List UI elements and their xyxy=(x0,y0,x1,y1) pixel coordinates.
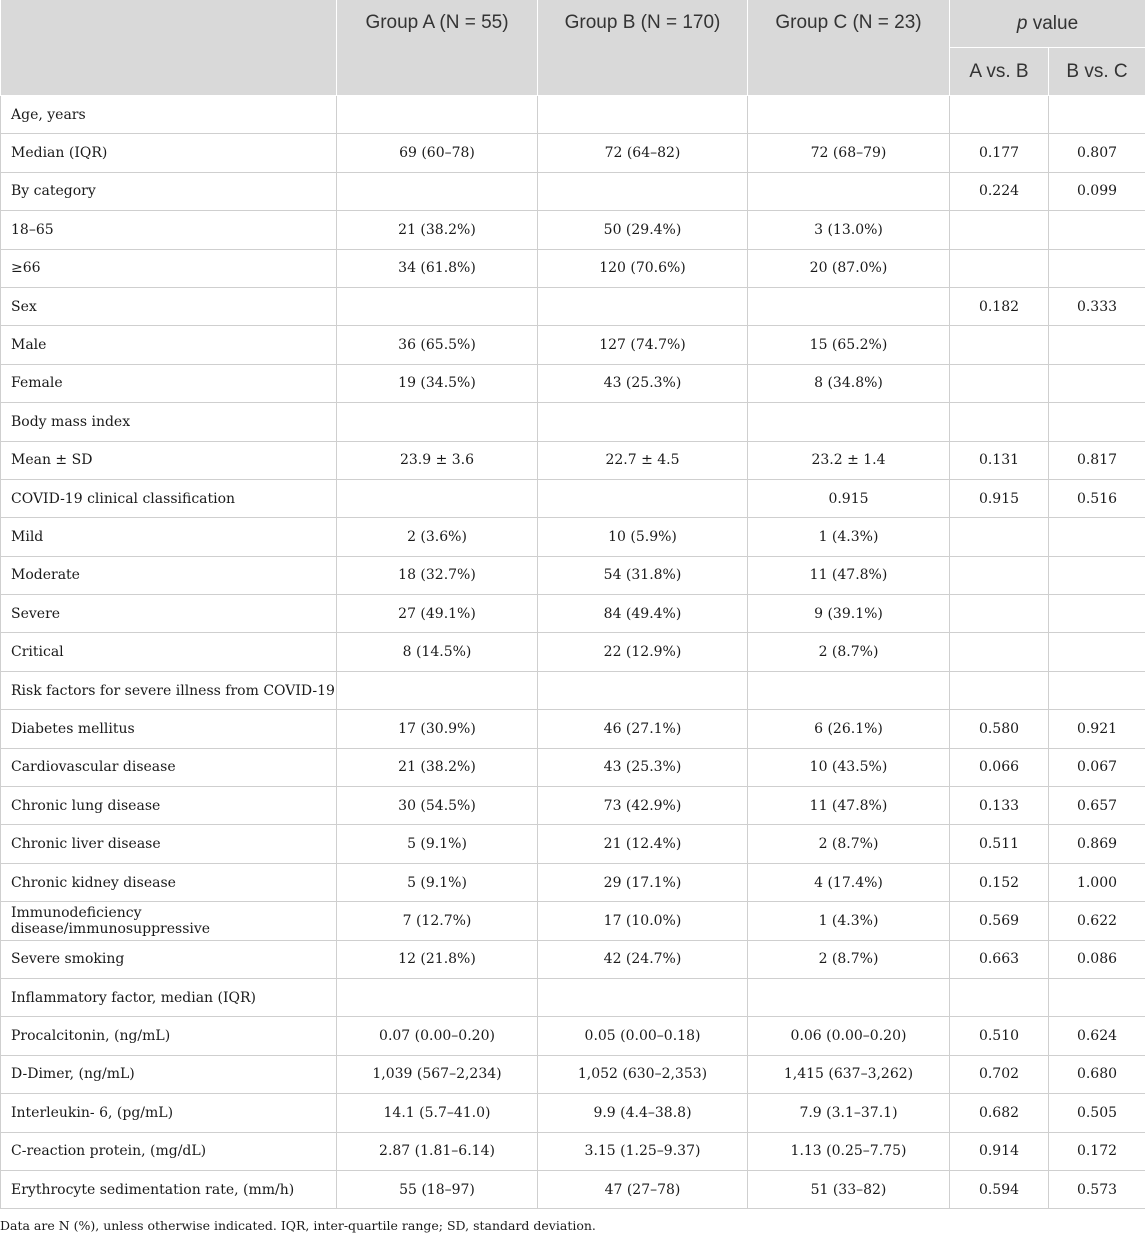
table-cell: 69 (60–78) xyxy=(337,134,538,172)
table-cell: 0.511 xyxy=(950,825,1049,863)
table-cell: 0.067 xyxy=(1049,748,1145,786)
table-cell xyxy=(1049,633,1145,671)
table-cell: 84 (49.4%) xyxy=(538,595,748,633)
table-cell: 10 (5.9%) xyxy=(538,518,748,556)
table-cell: 15 (65.2%) xyxy=(748,326,950,364)
table-cell xyxy=(538,403,748,441)
table-row xyxy=(1,940,1145,978)
table-cell: 0.152 xyxy=(950,863,1049,901)
table-cell: 0.182 xyxy=(950,287,1049,325)
row-label: Severe smoking xyxy=(1,940,337,978)
table-cell: 0.921 xyxy=(1049,710,1145,748)
table-cell xyxy=(337,96,538,134)
table-cell: 0.580 xyxy=(950,710,1049,748)
table-cell: 2.87 (1.81–6.14) xyxy=(337,1132,538,1170)
table-cell: 0.086 xyxy=(1049,940,1145,978)
table-cell: 0.05 (0.00–0.18) xyxy=(538,1017,748,1055)
table-row xyxy=(1,633,1145,671)
row-label: Chronic liver disease xyxy=(1,825,337,863)
table-cell: 46 (27.1%) xyxy=(538,710,748,748)
row-label: Critical xyxy=(1,633,337,671)
table-cell: 0.817 xyxy=(1049,441,1145,479)
table-cell xyxy=(748,403,950,441)
header-p-rest: value xyxy=(1027,12,1079,34)
table-cell: 1,415 (637–3,262) xyxy=(748,1055,950,1093)
table-cell: 0.177 xyxy=(950,134,1049,172)
table-cell: 34 (61.8%) xyxy=(337,249,538,287)
table-cell: 29 (17.1%) xyxy=(538,863,748,901)
table-cell xyxy=(337,978,538,1016)
table-cell: 0.224 xyxy=(950,172,1049,210)
table-row xyxy=(1,518,1145,556)
row-label: Interleukin- 6, (pg/mL) xyxy=(1,1094,337,1132)
table-cell: 17 (30.9%) xyxy=(337,710,538,748)
table-cell xyxy=(538,479,748,517)
table-cell xyxy=(950,211,1049,249)
table-cell xyxy=(950,978,1049,1016)
table-cell xyxy=(748,978,950,1016)
table-cell: 11 (47.8%) xyxy=(748,556,950,594)
table-cell xyxy=(538,172,748,210)
table-cell: 42 (24.7%) xyxy=(538,940,748,978)
table-row xyxy=(1,978,1145,1016)
table-cell: 1.13 (0.25–7.75) xyxy=(748,1132,950,1170)
row-label: Severe xyxy=(1,595,337,633)
table-row xyxy=(1,134,1145,172)
table-cell xyxy=(1049,556,1145,594)
table-cell xyxy=(337,287,538,325)
row-label: Procalcitonin, (ng/mL) xyxy=(1,1017,337,1055)
row-label: Median (IQR) xyxy=(1,134,337,172)
table-cell: 0.663 xyxy=(950,940,1049,978)
table-cell: 50 (29.4%) xyxy=(538,211,748,249)
table-cell: 6 (26.1%) xyxy=(748,710,950,748)
row-label: COVID-19 clinical classification xyxy=(1,479,337,517)
row-label: ≥66 xyxy=(1,249,337,287)
row-label: Mild xyxy=(1,518,337,556)
table-cell xyxy=(950,96,1049,134)
table-cell xyxy=(337,479,538,517)
table-row xyxy=(1,403,1145,441)
table-cell xyxy=(1049,518,1145,556)
table-cell: 51 (33–82) xyxy=(748,1170,950,1208)
table-cell xyxy=(1049,403,1145,441)
table-header xyxy=(1,0,1145,96)
row-label: Diabetes mellitus xyxy=(1,710,337,748)
table-cell: 1.000 xyxy=(1049,863,1145,901)
row-label: D-Dimer, (ng/mL) xyxy=(1,1055,337,1093)
row-label: Erythrocyte sedimentation rate, (mm/h) xyxy=(1,1170,337,1208)
table-cell: 0.510 xyxy=(950,1017,1049,1055)
table-cell: 54 (31.8%) xyxy=(538,556,748,594)
table-cell: 1 (4.3%) xyxy=(748,518,950,556)
table-cell xyxy=(950,595,1049,633)
table-cell: 1,052 (630–2,353) xyxy=(538,1055,748,1093)
table-row xyxy=(1,172,1145,210)
table-cell xyxy=(748,96,950,134)
table-cell xyxy=(538,671,748,709)
row-label: Moderate xyxy=(1,556,337,594)
table-cell: 10 (43.5%) xyxy=(748,748,950,786)
table-cell: 72 (68–79) xyxy=(748,134,950,172)
table-cell xyxy=(538,287,748,325)
table-cell: 0.06 (0.00–0.20) xyxy=(748,1017,950,1055)
table-cell: 47 (27–78) xyxy=(538,1170,748,1208)
table-cell: 23.9 ± 3.6 xyxy=(337,441,538,479)
table-cell xyxy=(1049,96,1145,134)
table-cell xyxy=(1049,671,1145,709)
table-cell xyxy=(1049,211,1145,249)
header-b-vs-c: B vs. C xyxy=(1049,48,1145,96)
table-cell: 5 (9.1%) xyxy=(337,825,538,863)
table-row xyxy=(1,479,1145,517)
table-cell: 55 (18–97) xyxy=(337,1170,538,1208)
header-group-b: Group B (N = 170) xyxy=(538,0,748,96)
row-label: By category xyxy=(1,172,337,210)
header-group-c: Group C (N = 23) xyxy=(748,0,950,96)
table-cell xyxy=(950,403,1049,441)
row-label: Mean ± SD xyxy=(1,441,337,479)
table-cell: 4 (17.4%) xyxy=(748,863,950,901)
table-cell: 8 (14.5%) xyxy=(337,633,538,671)
table-cell: 0.807 xyxy=(1049,134,1145,172)
table-cell: 0.07 (0.00–0.20) xyxy=(337,1017,538,1055)
table-cell: 3.15 (1.25–9.37) xyxy=(538,1132,748,1170)
table-cell: 2 (3.6%) xyxy=(337,518,538,556)
row-label: Inflammatory factor, median (IQR) xyxy=(1,978,337,1016)
table-row xyxy=(1,902,1145,940)
table-cell: 0.333 xyxy=(1049,287,1145,325)
table-cell: 0.657 xyxy=(1049,787,1145,825)
table-cell: 3 (13.0%) xyxy=(748,211,950,249)
table-cell: 2 (8.7%) xyxy=(748,633,950,671)
table-cell: 14.1 (5.7–41.0) xyxy=(337,1094,538,1132)
table-cell xyxy=(1049,978,1145,1016)
table-cell: 7 (12.7%) xyxy=(337,902,538,940)
table-cell xyxy=(337,403,538,441)
table-cell xyxy=(1049,326,1145,364)
table-cell: 8 (34.8%) xyxy=(748,364,950,402)
table-cell: 17 (10.0%) xyxy=(538,902,748,940)
table-row xyxy=(1,211,1145,249)
table-row xyxy=(1,710,1145,748)
table-cell xyxy=(950,249,1049,287)
table-row xyxy=(1,595,1145,633)
table-row xyxy=(1,326,1145,364)
header-p-value xyxy=(950,0,1145,48)
table-cell: 0.573 xyxy=(1049,1170,1145,1208)
table-cell: 73 (42.9%) xyxy=(538,787,748,825)
table-cell: 21 (38.2%) xyxy=(337,748,538,786)
row-label: C-reaction protein, (mg/dL) xyxy=(1,1132,337,1170)
table-cell: 11 (47.8%) xyxy=(748,787,950,825)
header-blank xyxy=(1,0,337,96)
table-body xyxy=(1,96,1145,1209)
table-cell xyxy=(1049,249,1145,287)
table-cell: 5 (9.1%) xyxy=(337,863,538,901)
table-cell: 120 (70.6%) xyxy=(538,249,748,287)
row-label: Sex xyxy=(1,287,337,325)
row-label: Female xyxy=(1,364,337,402)
table-cell: 0.680 xyxy=(1049,1055,1145,1093)
table-cell: 0.133 xyxy=(950,787,1049,825)
row-label: Chronic kidney disease xyxy=(1,863,337,901)
table-cell: 0.594 xyxy=(950,1170,1049,1208)
table-row xyxy=(1,825,1145,863)
table-cell: 127 (74.7%) xyxy=(538,326,748,364)
table-cell: 9.9 (4.4–38.8) xyxy=(538,1094,748,1132)
table-cell: 36 (65.5%) xyxy=(337,326,538,364)
table-row xyxy=(1,748,1145,786)
table-row xyxy=(1,287,1145,325)
table-cell xyxy=(337,172,538,210)
table-row xyxy=(1,1132,1145,1170)
table-cell: 0.099 xyxy=(1049,172,1145,210)
table-row xyxy=(1,1017,1145,1055)
row-label: Body mass index xyxy=(1,403,337,441)
footnote: Data are N (%), unless otherwise indicated. IQR, inter-quartile range; SD, standard deviation. xyxy=(0,1218,596,1233)
table-cell: 20 (87.0%) xyxy=(748,249,950,287)
table-cell: 72 (64–82) xyxy=(538,134,748,172)
row-label: Cardiovascular disease xyxy=(1,748,337,786)
table-row xyxy=(1,863,1145,901)
table-cell xyxy=(950,364,1049,402)
table-row xyxy=(1,441,1145,479)
table-cell xyxy=(950,671,1049,709)
table-row xyxy=(1,96,1145,134)
row-label: Male xyxy=(1,326,337,364)
table-cell: 23.2 ± 1.4 xyxy=(748,441,950,479)
table-cell: 7.9 (3.1–37.1) xyxy=(748,1094,950,1132)
row-label: 18–65 xyxy=(1,211,337,249)
table-cell: 43 (25.3%) xyxy=(538,364,748,402)
table-cell: 0.172 xyxy=(1049,1132,1145,1170)
table-cell: 22 (12.9%) xyxy=(538,633,748,671)
table-cell xyxy=(748,287,950,325)
table-cell: 0.914 xyxy=(950,1132,1049,1170)
table-cell: 18 (32.7%) xyxy=(337,556,538,594)
table-cell xyxy=(538,96,748,134)
table-cell xyxy=(950,518,1049,556)
table-cell: 19 (34.5%) xyxy=(337,364,538,402)
row-label: Chronic lung disease xyxy=(1,787,337,825)
row-label: Immunodeficiency disease/immunosuppressive xyxy=(1,902,337,940)
table-cell xyxy=(950,633,1049,671)
table-cell: 27 (49.1%) xyxy=(337,595,538,633)
row-label: Risk factors for severe illness from COVID-19 xyxy=(1,671,337,709)
table-row xyxy=(1,364,1145,402)
table-cell: 0.702 xyxy=(950,1055,1049,1093)
table-cell: 12 (21.8%) xyxy=(337,940,538,978)
table-cell: 0.066 xyxy=(950,748,1049,786)
table-row xyxy=(1,671,1145,709)
table-cell xyxy=(950,326,1049,364)
table-cell: 0.915 xyxy=(748,479,950,517)
table-cell: 0.869 xyxy=(1049,825,1145,863)
table-cell xyxy=(950,556,1049,594)
table-cell: 30 (54.5%) xyxy=(337,787,538,825)
table-row xyxy=(1,787,1145,825)
table-cell xyxy=(748,671,950,709)
table-row xyxy=(1,1094,1145,1132)
row-label: Age, years xyxy=(1,96,337,134)
table-cell xyxy=(748,172,950,210)
table-cell: 0.505 xyxy=(1049,1094,1145,1132)
header-group-a: Group A (N = 55) xyxy=(337,0,538,96)
table-cell: 21 (38.2%) xyxy=(337,211,538,249)
header-a-vs-b: A vs. B xyxy=(950,48,1049,96)
table-cell: 21 (12.4%) xyxy=(538,825,748,863)
table-cell: 0.682 xyxy=(950,1094,1049,1132)
table-row xyxy=(1,1055,1145,1093)
table-cell: 9 (39.1%) xyxy=(748,595,950,633)
table-row xyxy=(1,249,1145,287)
table-cell: 43 (25.3%) xyxy=(538,748,748,786)
table-cell xyxy=(1049,595,1145,633)
header-p-letter: p xyxy=(1016,12,1028,34)
table-row xyxy=(1,1170,1145,1208)
table-cell: 0.624 xyxy=(1049,1017,1145,1055)
table-cell: 2 (8.7%) xyxy=(748,940,950,978)
table-row xyxy=(1,556,1145,594)
table-cell xyxy=(538,978,748,1016)
table-cell: 1,039 (567–2,234) xyxy=(337,1055,538,1093)
table-cell: 0.622 xyxy=(1049,902,1145,940)
table-cell: 2 (8.7%) xyxy=(748,825,950,863)
table-cell: 0.131 xyxy=(950,441,1049,479)
table-cell xyxy=(337,671,538,709)
table-cell: 0.915 xyxy=(950,479,1049,517)
table-cell: 0.516 xyxy=(1049,479,1145,517)
table-cell: 22.7 ± 4.5 xyxy=(538,441,748,479)
table-cell: 1 (4.3%) xyxy=(748,902,950,940)
table-cell xyxy=(1049,364,1145,402)
table-cell: 0.569 xyxy=(950,902,1049,940)
